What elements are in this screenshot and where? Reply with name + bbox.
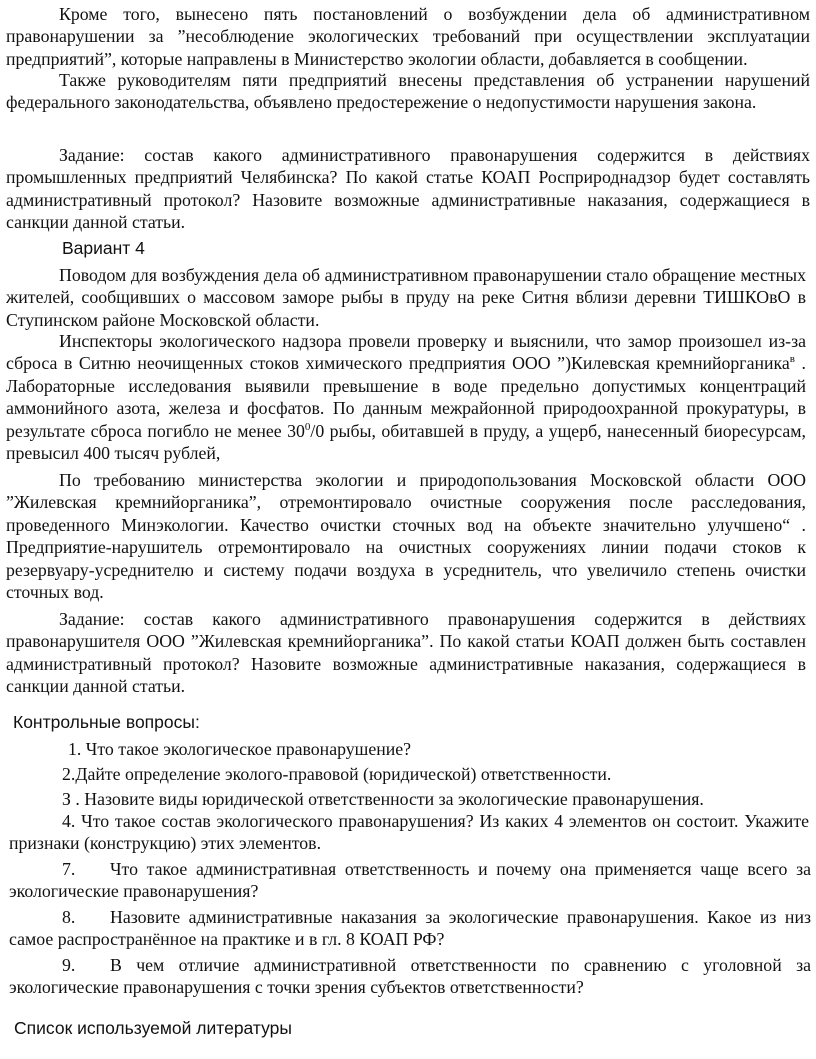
control-questions-heading: Контрольные вопросы: <box>13 712 200 732</box>
question-body: Что такое административная ответственность и почему она применяется чаще всего за экологические правонарушения? <box>9 859 811 902</box>
question-1 <box>68 738 808 760</box>
question-4 <box>9 810 809 855</box>
question-text: 1. Что такое экологическое правонарушение? <box>68 739 412 759</box>
question-body: Назовите административные наказания за экологические правонарушения. Какое из низ самое распространённое на практике и в гл. 8 КОАП РФ? <box>9 907 811 950</box>
variant-paragraph-repair <box>6 469 806 603</box>
question-text: 2.Дайте определение эколого-правовой (юридической) ответственности. <box>62 764 612 784</box>
paragraph-text: Кроме того, вынесено пять постановлений о возбуждении дела об административном правонарушении за ”несоблюдение экологических требований при осуществлении эксплуатации предприятий”, которые направлены в Министерство экологии области, добавляется в сообщении. <box>6 4 810 69</box>
paragraph-text <box>6 330 806 464</box>
question-7 <box>9 858 811 903</box>
text-segment: . Лабораторные исследования выявили превышение в воде предельно допустимых концентраций аммонийного азота, железа и фосфатов. По данным межрайонной природоохранной прокуратуры, в результате сброса погибло не менее 30 <box>6 353 807 441</box>
question-number: 9. <box>62 955 76 975</box>
text-segment: Инспекторы экологического надзора провели проверку и выяснили, что замор произошел из-за сброса в Ситню неочищенных стоков химического предприятия ООО ”)Килевская кремнийорганика <box>6 331 806 374</box>
question-text <box>9 906 811 951</box>
task-text: Задание: состав какого административного правонарушения содержится в действиях промышленных предприятий Челябинска? По какой статье КОАП Росприроднадзор будет составлять административный протокол? Назовите возможные административные наказания, содержащиеся в санкции данной статьи. <box>6 145 810 233</box>
paragraph-text: Также руководителям пяти предприятий внесены представления об устранении нарушений федерального законодательства, объявлено предостережение о недопустимости нарушения закона. <box>6 70 810 113</box>
question-body: В чем отличие административной ответственности по сравнению с уголовной за экологические правонарушения с точки зрения субъектов ответственности? <box>9 955 811 998</box>
question-3 <box>62 788 802 810</box>
variant-paragraph-reason <box>6 264 806 331</box>
variant-paragraph-inspection <box>6 330 806 464</box>
question-text <box>9 858 811 903</box>
question-text: 4. Что такое состав экологического правонарушения? Из каких 4 элементов он состоит. Укажите признаки (конструкцию) этих элементов. <box>9 811 809 854</box>
variant-heading: Вариант 4 <box>62 238 145 258</box>
paragraph-text: По требованию министерства экологии и природопользования Московской области ООО ”Жилевская кремнийорганика”, отремонтировало очистные сооружения после расследования, проведенного Минэкологии. Качество очистки сточных вод на объекте значительно улучшено“ . Предприятие-нарушитель отремонтировало на очистных сооружениях линии подачи стоков к резервуару-усреднителю и систему подачи воздуха в усреднитель, что увеличило степень очистки сточных вод. <box>6 470 806 603</box>
question-text <box>9 954 811 999</box>
references-heading: Список используемой литературы <box>14 1018 292 1038</box>
question-9 <box>9 954 811 999</box>
variant-task <box>6 608 806 698</box>
paragraph-representations <box>6 69 810 114</box>
task-chelyabinsk <box>6 144 810 234</box>
question-2 <box>62 763 802 785</box>
paragraph-text: Поводом для возбуждения дела об административном правонарушении стало обращение местных жителей, сообщивших о массовом заморе рыбы в пруду на реке Ситня вблизи деревни ТИШКОвО в Ступинском районе Московской области. <box>6 265 806 330</box>
task-text: Задание: состав какого административного правонарушения содержится в действиях правонарушителя ООО ”Жилевская кремнийорганика”. По какой статьи КОАП должен быть составлен административный протокол? Назовите возможные административные наказания, содержащиеся в санкции данной статьи. <box>6 609 806 697</box>
paragraph-resolutions <box>6 3 810 70</box>
question-text: З . Назовите виды юридической ответственности за экологические правонарушения. <box>62 789 704 809</box>
question-8 <box>9 906 811 951</box>
superscript: 0 <box>304 420 311 433</box>
text-segment: /0 рыбы, обитавшей в пруду, а ущерб, нанесенный биоресурсам, превысил 400 тысяч рублей, <box>6 420 806 464</box>
question-number: 7. <box>62 859 76 879</box>
superscript: в <box>789 353 795 366</box>
question-number: 8. <box>62 907 76 927</box>
